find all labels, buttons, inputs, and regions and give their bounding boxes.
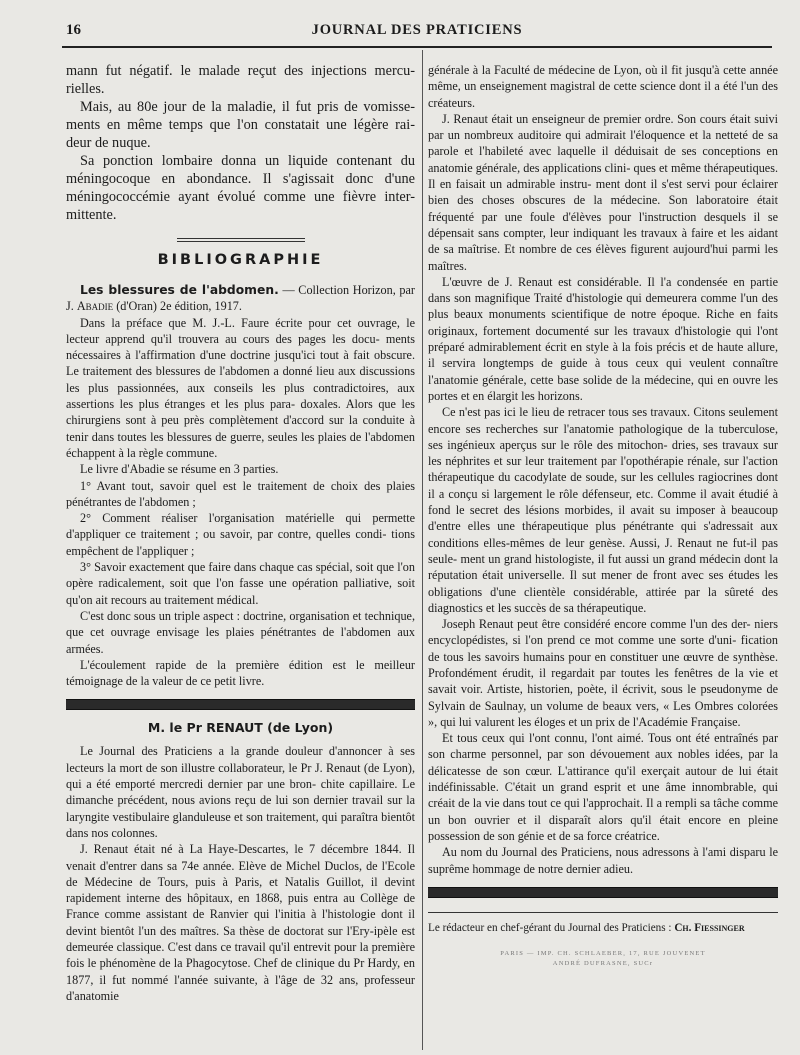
obituary-paragraph: J. Renaut était un enseigneur de premier ordre. Son cours était suivi par un nombreux auditoire qui admirait l'éloquence et la netteté de sa parole et l'habileté avec laquelle il déduisait de ses conceptions en anatomie générale, des applications clini- ques et même thérapeutiques. Il en faisait un admirable instru- ment dont il s'est servi pour éclairer bien des choses obscures de la médecine. Son laboratoire était fréquenté par une foule d'élèves pour l'instruction desquels il se dépensait sans compter, leur indiquant les travaux à faire et les aidant de sa maîtrise. Et nombre de ces élèves figurent aujourd'hui parmi les maîtres. — [428, 111, 778, 273]
page-number: 16 — [66, 22, 81, 38]
obituary-paragraph: L'œuvre de J. Renaut est considérable. Il l'a condensée en partie dans son magnifique Traité d'histologie qui demeurera comme l'un des plus beaux monuments scientifique de notre époque. Riche en faits originaux, fortement documenté sur les travaux d'histologie qui l'ont préparé admirablement écrit en style à la fois précis et de haute allure, il servira longtemps de guide à tous ceux qui veulent connaître l'anatomie générale, cette base solide de la médecine, qui en ouvre les portes et en élargit les horizons. — [428, 274, 778, 403]
obituary-paragraph: Le Journal des Praticiens a la grande douleur d'annoncer à ses lecteurs la mort de son illustre collaborateur, le Pr J. Renaut (de Lyon), qui a été emporté mercredi dernier par une bron- chite capillaire. Le dimanche précédent, nous avions reçu de lui son dernier travail sur la laryngite vestibulaire glanduleuse et son traitement, qui paraîtra bientôt dans nos colonnes. — [66, 744, 415, 840]
book-collection: — Collection Horizon, par J. — [66, 283, 415, 314]
review-paragraph: 1° Avant tout, savoir quel est le traitement de choix des plaies pénétrantes de l'abdomen ; — [66, 478, 415, 509]
case-paragraph-1: mann fut négatif. le malade reçut des injections mercu- rielles. — [66, 63, 415, 97]
book-edition: (d'Oran) 2e édition, 1917. — [113, 299, 242, 314]
right-column — [428, 62, 778, 969]
obituary-paragraph: Et tous ceux qui l'ont connu, l'ont aimé. Tous ont été entraînés par son charme personnel, par son dévouement aux nobles idées, par la délicatesse de son cœur. L'attirance qu'il exerçait autour de lui était indéfinissable. C'était un grand esprit et une âme innombrable, qui créait de la vie dans tout ce qui l'approchait. Il a rempli sa tâche comme un bon ouvrier et il disparaît alors qu'il était encore en pleine possession de son génie et de sa force créatrice. — [428, 731, 778, 843]
review-paragraph: Dans la préface que M. J.-L. Faure écrite pour cet ouvrage, le lecteur apprend qu'il trouvera au cours des pages les docu- ments nécessaires à l'affirmation d'une doctrine jusqu'ici tout à fait obscure. Le traitement des blessures de l'abdomen a donné lieu aux discussions les plus passionnées, aux conseils les plus contradictoires, aux assertions les plus étranges et les plus para- doxales. Alors que les chirurgiens sont à peu près complètement d'accord sur la conduite à tenir dans toutes les blessures de guerre, seules les plaies de l'abdomen échappent à la règle commune. — [66, 315, 415, 460]
obituary-continued: générale à la Faculté de médecine de Lyon, où il fit jusqu'à cette année même, un enseignement magistral de cette science dont il a été l'un des créateurs. — [428, 63, 778, 110]
editor-name: Ch. Fiessinger — [674, 921, 745, 934]
editor-credit — [428, 921, 778, 935]
book-citation — [66, 282, 415, 315]
book-author: Abadie — [76, 299, 114, 314]
obituary-paragraph: Au nom du Journal des Praticiens, nous adressons à l'ami disparu le suprême hommage de notre dernier adieu. — [428, 845, 778, 876]
review-paragraph: Le livre d'Abadie se résume en 3 parties. — [80, 462, 279, 477]
book-title: Les blessures de l'abdomen. — [80, 283, 279, 297]
column-divider — [422, 50, 423, 1050]
header-rule — [62, 46, 772, 48]
obituary-heading: M. le Pr RENAUT (de Lyon) — [147, 720, 334, 736]
credit-rule — [428, 912, 778, 913]
review-paragraph: C'est donc sous un triple aspect : doctrine, organisation et technique, que cet ouvrage envisage les plaies pénétrantes de l'abdomen aux armées. — [66, 608, 415, 656]
obituary-separator — [66, 699, 415, 710]
review-paragraph: 3° Savoir exactement que faire dans chaque cas spécial, soit que l'on opère radicalement, soit que l'on fasse une opération palliative, soit qu'on ait recours au traitement médical. — [66, 560, 415, 607]
review-paragraph: L'écoulement rapide de la première édition est le meilleur témoignage de la valeur de ce petit livre. — [66, 657, 415, 689]
section-rule — [177, 238, 305, 242]
bibliography-heading: BIBLIOGRAPHIE — [157, 252, 324, 268]
case-paragraph-2: Mais, au 80e jour de la maladie, il fut pris de vomisse- ments en même temps que l'on constatait une légère rai- deur de nuque. — [66, 99, 415, 151]
closing-separator — [428, 887, 778, 898]
obituary-paragraph: Ce n'est pas ici le lieu de retracer tous ses travaux. Citons seulement encore ses recherches sur l'anatomie pathologique de la tuberculose, ses ingénieux aperçus sur le rôle des mitochon- dries, ses travaux sur les néphrites et sur leur traitement par l'opothérapie rénale, sur l'action thérapeutique du cacodylate de soude, sur les cellules ragiocrines dont il a conçu si largement le rôle défenseur, etc. Comme il avait étudié à fond le secret des lésions morbides, il avait su imposer à beaucoup d'entre elles une thérapeutique plus pénétrante qui s'adressait aux conditions elles-mêmes de leur genèse. Aussi, J. Renaut ne fut-il pas seule- ment un grand histologiste, il fut aussi un grand médecin dont la réputation était universelle. Il sut mener de front avec ses études les obligations d'une clientèle considérable, attirée par la sûreté des diagnostics et les succès de sa thérapeutique. — [428, 405, 778, 615]
case-paragraph-3: Sa ponction lombaire donna un liquide contenant du méningocoque en abondance. Il s'agissait donc d'une méningococcémie ayant évolué comme une fièvre inter- mittente. — [66, 153, 415, 223]
left-column — [66, 62, 415, 1004]
credit-label: Le rédacteur en chef-gérant du Journal des Praticiens : — [428, 921, 675, 934]
printer-line-1: PARIS — IMP. CH. SCHLAEBER, 17, RUE JOUVENET — [500, 949, 706, 957]
printer-line-2: ANDRÉ DUFRASNE, SUCr — [552, 959, 654, 967]
journal-title: JOURNAL DES PRATICIENS — [311, 22, 523, 38]
review-paragraph: 2° Comment réaliser l'organisation matérielle qui permette d'appliquer ce traitement ; ou savoir, par contre, quelles condi- tions empêchent de l'appliquer ; — [66, 511, 415, 558]
page-header — [62, 22, 772, 44]
printer-imprint — [428, 949, 778, 969]
obituary-paragraph: J. Renaut était né à La Haye-Descartes, le 7 décembre 1844. Il venait d'entrer dans sa 74e année. Elève de Michel Duclos, de l'Ecole de Médecine de Tours, puis à Paris, et Natalis Guillot, il devint rapidement interne des hôpitaux, en 1868, puis entra au Collège de France comme assistant de Ranvier qui l'initia à l'histologie dont il devint bientôt l'un des maîtres. Sa thèse de doctorat sur l'Ery-ipèle est demeurée classique. C'est dans ce travail qu'il entrevit pour la première fois le phénomène de la Phagocytose. Chef de clinique du Pr Hardy, en 1877, il fut nommé l'année suivante, à l'âge de 32 ans, professeur d'anatomie — [66, 842, 415, 1003]
obituary-paragraph: Joseph Renaut peut être considéré encore comme l'un des der- niers encyclopédistes, si l'on prend ce mot comme une sorte d'uni- fication de tous les savoirs humains pour en constituer une œuvre de synthèse. Profondément érudit, il regardait par toutes les fenêtres de la vie et savait voir. Artiste, historien, poète, il écrivit, sous le pseudonyme de Sylvain de Saulnay, un volume de beaux vers, « Les Ombres colorées », qui lui valurent les éloges et un prix de l'Académie Française. — [428, 617, 778, 729]
